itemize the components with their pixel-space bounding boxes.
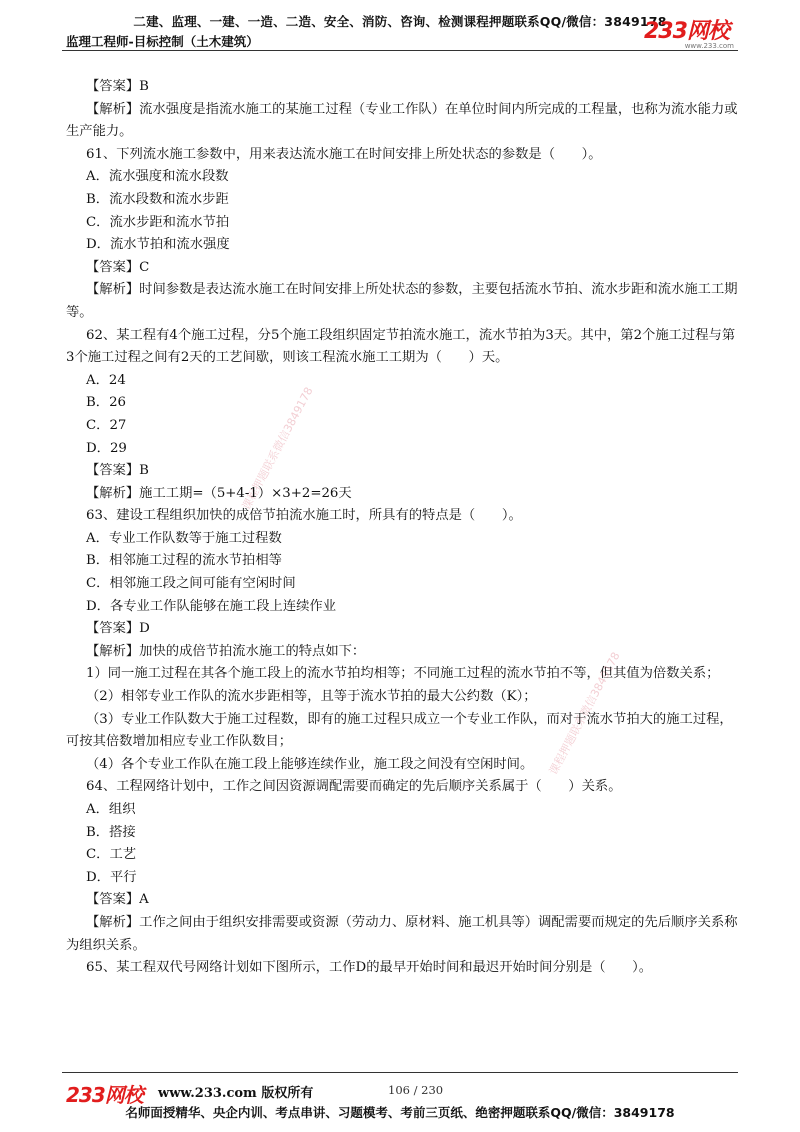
page-number: 106 / 230: [388, 1083, 444, 1097]
paragraph: C．流水步距和流水节拍: [86, 214, 230, 230]
watermark: 课程押题联系微信3849178: [239, 384, 316, 513]
header-contact-line: 二建、监理、一建、一造、二造、安全、消防、咨询、检测课程押题联系QQ/微信：3849178: [133, 14, 667, 29]
paragraph: D．29: [86, 440, 127, 456]
watermark: 课程押题联系微信3849178: [546, 649, 623, 778]
paragraph: 【解析】流水强度是指流水施工的某施工过程（专业工作队）在单位时间内所完成的工程量，也称为流水能力或生产能力。: [66, 101, 738, 140]
paragraph: 【答案】C: [86, 259, 150, 275]
paragraph: A．组织: [86, 802, 136, 817]
footer-promo-line: 名师面授精华、央企内训、考点串讲、习题模考、考前三页纸、绝密押题联系QQ/微信：3849178: [125, 1105, 675, 1120]
paragraph: 【解析】加快的成倍节拍流水施工的特点如下：: [86, 643, 366, 659]
paragraph: 65、某工程双代号网络计划如下图所示，工作D的最早开始时间和最迟开始时间分别是（ ）。: [86, 960, 653, 976]
footer-copyright: www.233.com 版权所有: [158, 1086, 314, 1101]
paragraph: B．相邻施工过程的流水节拍相等: [86, 553, 282, 569]
paragraph: （3）专业工作队数大于施工过程数，即有的施工过程只成立一个专业工作队，而对于流水节拍大的施工过程，可按其倍数增加相应专业工作队数目；: [66, 711, 733, 750]
paragraph: 【答案】D: [86, 621, 150, 637]
paragraph: 62、某工程有4个施工过程，分5个施工段组织固定节拍流水施工，流水节拍为3天。其中，第2个施工过程与第3个施工过程之间有2天的工艺间歇，则该工程流水施工工期为（ ）天。: [66, 327, 736, 366]
paragraph: 63、建设工程组织加快的成倍节拍流水施工时，所具有的特点是（ ）。: [86, 508, 522, 524]
paragraph: （4）各个专业工作队在施工段上能够连续作业，施工段之间没有空闲时间。: [86, 756, 534, 772]
paragraph: D．平行: [86, 869, 137, 885]
paragraph: C．27: [86, 417, 127, 433]
paragraph: A．24: [86, 372, 126, 388]
paragraph: 61、下列流水施工参数中，用来表达流水施工在时间安排上所处状态的参数是（ ）。: [86, 146, 602, 162]
paragraph: 【解析】施工工期=（5+4-1）×3+2=26天: [86, 485, 352, 501]
paragraph: （2）相邻专业工作队的流水步距相等，且等于流水节拍的最大公约数（K）；: [86, 689, 537, 705]
document-subtitle: 监理工程师-目标控制（土木建筑）: [66, 34, 259, 49]
document-body: [66, 76, 738, 980]
paragraph: 【解析】工作之间由于组织安排需要或资源（劳动力、原材料、施工机具等）调配需要而规定的先后顺序关系称为组织关系。: [66, 914, 738, 953]
paragraph: C．工艺: [86, 847, 137, 863]
paragraph: D．流水节拍和流水强度: [86, 237, 230, 253]
logo-url: www.233.com: [684, 42, 734, 50]
paragraph: 64、工程网络计划中，工作之间因资源调配需要而确定的先后顺序关系属于（ ）关系。: [86, 779, 622, 795]
paragraph: A．流水强度和流水段数: [86, 169, 229, 185]
paragraph: D．各专业工作队能够在施工段上连续作业: [86, 598, 337, 614]
logo-text: 233网校: [644, 19, 729, 44]
header-divider: [62, 50, 738, 51]
paragraph: A．专业工作队数等于施工过程数: [86, 530, 282, 546]
paragraph: 1）同一施工过程在其各个施工段上的流水节拍均相等；不同施工过程的流水节拍不等，但其值为倍数关系；: [86, 666, 720, 682]
paragraph: C．相邻施工段之间可能有空闲时间: [86, 576, 296, 592]
paragraph: 【解析】时间参数是表达流水施工在时间安排上所处状态的参数，主要包括流水节拍、流水步距和流水施工工期等。: [66, 282, 738, 320]
paragraph: 【答案】A: [86, 892, 149, 908]
paragraph: B．流水段数和流水步距: [86, 191, 229, 207]
paragraph: 【答案】B: [86, 79, 149, 94]
paragraph: B．26: [86, 395, 126, 411]
paragraph: B．搭接: [86, 824, 136, 840]
brand-logo: [644, 20, 734, 60]
paragraph: 【答案】B: [86, 463, 149, 479]
footer-divider: [62, 1072, 738, 1073]
footer-logo: 233网校: [66, 1083, 143, 1107]
